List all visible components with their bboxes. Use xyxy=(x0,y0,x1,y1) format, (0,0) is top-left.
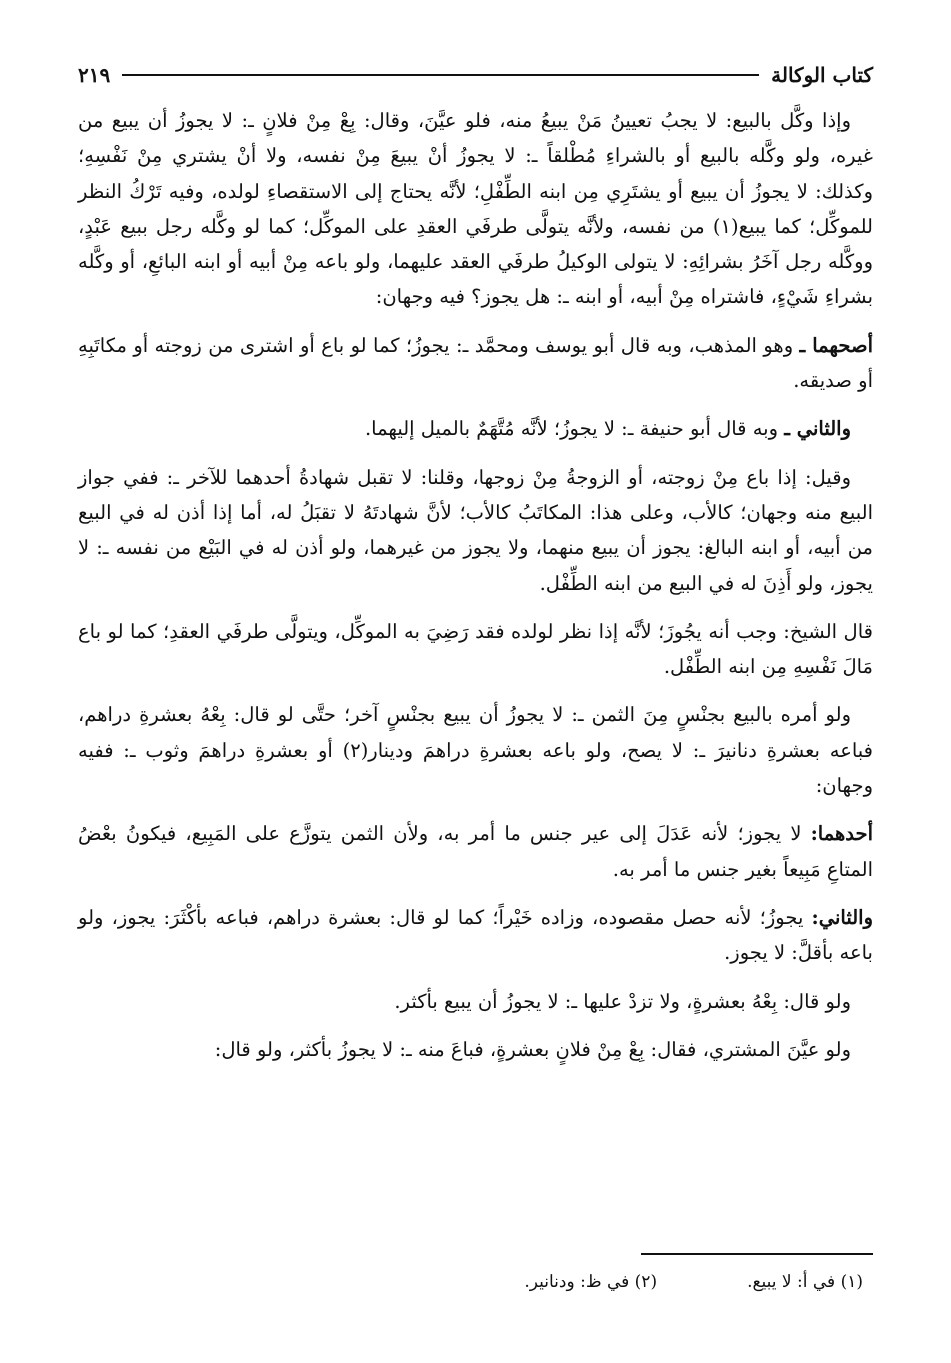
paragraph: ولو أمره بالبيع بجنْسٍ مِنَ الثمن ـ: لا يجوزُ أن يبيع بجنْسٍ آخر؛ حتَّى لو قال: بِعْهُ بعشرةِ دراهم، فباعه بعشرةِ دنانيرَ ـ: لا يصح، ولو باعه بعشرةِ دراهمَ ودينار(٢) أو بعشرةِ دراهمَ وثوب ـ: ففيه وجهان: xyxy=(78,703,873,798)
paragraph: قال الشيخ: وجب أنه يجُوزَ؛ لأنَّه إذا نظر لولده فقد رَضِيَ به الموكِّل، ويتولَّى طرفَي العقدِ؛ كما لو باع مَالَ نَفْسِهِ مِن ابنه الطِّفْل. xyxy=(78,619,873,679)
paragraph: وقيل: إذا باع مِنْ زوجته، أو الزوجةُ مِنْ زوجها، وقلنا: لا تقبل شهادةُ أحدهما للآخر ـ: ففي جواز البيع منه وجهان؛ كالأب، وعلى هذا: المكاتَبُ كالأب؛ لأنَّ شهادتَهُ لا تقبَلُ له، أما إذا أذن له في البيع من أبيه، أو ابنه البالغ: يجوز أن يبيع منهما، ولا يجوز من غيرهما، ولو أذن له في البَيْع من نفسه ـ: لا يجوز، ولو أَذِنَ له في البيع من ابنه الطِّفْل. xyxy=(78,465,873,595)
paragraph: أصحهما ـ وهو المذهب، وبه قال أبو يوسف ومحمَّد ـ: يجوزُ؛ كما لو باع أو اشترى من زوجته أو مكاتَبِهِ أو صديقه. xyxy=(78,333,873,393)
footnote: (٢) في ظ: ودنانير. xyxy=(524,1272,658,1292)
paragraph: أحدهما: لا يجوز؛ لأنه عَدَلَ إلى عير جنس ما أمر به، ولأن الثمن يتوزَّع على المَبِيع، فيكونُ بعْضُ المتاعِ مَبِيعاً بغير جنس ما أمر به. xyxy=(78,822,873,881)
paragraph: والثاني: يجوزُ؛ لأنه حصل مقصوده، وزاده خَيْراً؛ كما لو قال: بعشرة دراهم، فباعه بأكْثَرَ: يجوز، ولو باعه بأقلَّ: لا يجوز. xyxy=(78,905,873,965)
footnote: (١) في أ: لا يبيع. xyxy=(747,1272,863,1292)
paragraph: وإذا وكَّل بالبيع: لا يجبُ تعيينُ مَنْ يبيعُ منه، فلو عيَّنَ، وقال: بِعْ مِنْ فلانٍ ـ: لا يجوزُ أن يبيع من غيره، ولو وكَّله بالبيع أو بالشراءِ مُطْلقاً ـ: لا يجوزُ أنْ يبيعَ مِنْ نفسه، ولا أنْ يشتري مِنْ نَفْسِهِ؛ وكذلك: لا يجوزُ أن يبيع أو يشتَرِي مِن ابنه الطِّفْلِ؛ لأنَّه يحتاج إلى الاستقصاءِ لولده، وفيه تَرْكُ النظر للموكِّل؛ كما يبيع(١) من نفسه، ولأنَّه يتولَّى طرفَي العقدِ على الموكِّل؛ كما لو وكَّله رجل ببيع عَبْدٍ، ووكَّله رجل آخَرُ بشرائِهِ: لا يتولى الوكيلُ طرفَي العقد عليهما، ولو باعه مِنْ أبيه أو ابنه البائعِ، أو وكَّله بشراءِ شَيْءٍ، فاشتراه مِنْ أبيه، أو ابنه ـ: هل يجوز؟ فيه وجهان: xyxy=(78,109,873,309)
paragraph: ولو قال: بِعْهُ بعشرةٍ، ولا تزدْ عليها ـ: لا يجوزُ أن يبيع بأكثر. xyxy=(394,989,851,1013)
main-text xyxy=(78,103,873,1080)
header-rule xyxy=(122,74,759,76)
running-header xyxy=(78,60,873,90)
chapter-title: كتاب الوكالة xyxy=(771,63,873,87)
footnote-rule xyxy=(641,1253,873,1255)
paragraph: والثاني ـ وبه قال أبو حنيفة ـ: لا يجوزُ؛ لأنَّه مُتَّهَمٌ بالميل إليهما. xyxy=(364,417,851,441)
footnotes xyxy=(78,1272,863,1292)
paragraph: ولو عيَّنَ المشتري، فقال: بِعْ مِنْ فلانٍ بعشرةٍ، فباعَ منه ـ: لا يجوزُ بأكثر، ولو قال: xyxy=(214,1037,851,1061)
page-number: ٢١٩ xyxy=(78,63,111,87)
